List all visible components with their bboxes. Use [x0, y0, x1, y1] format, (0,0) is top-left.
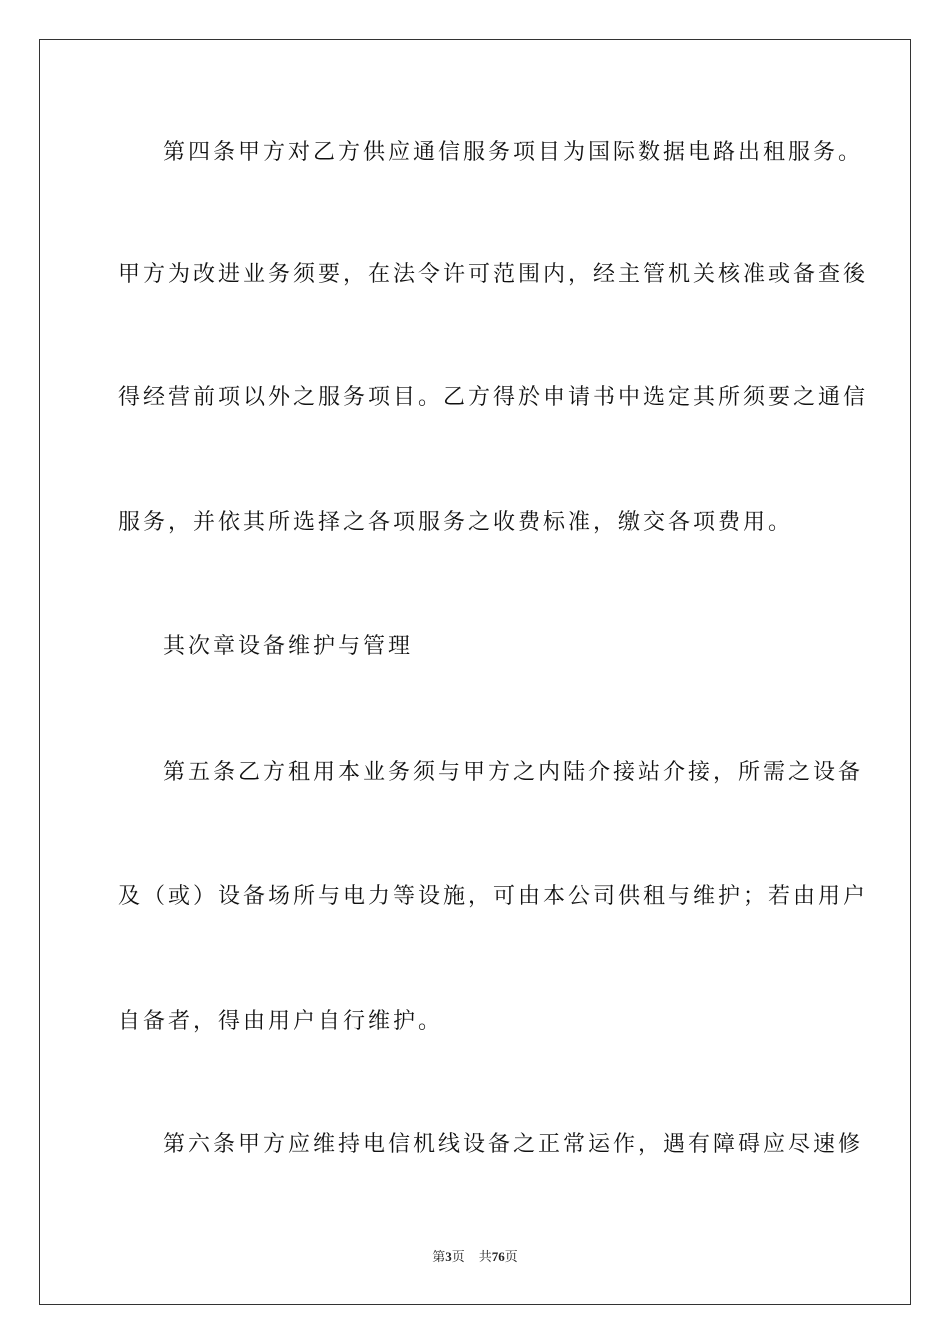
paragraph-line: 自备者，得由用户自行维护。: [118, 1009, 444, 1034]
total-prefix: 共: [478, 1250, 492, 1265]
paragraph-line: 甲方为改进业务须要，在法令许可范围内，经主管机关核准或备查後: [118, 262, 869, 287]
paragraph-line: 第四条甲方对乙方供应通信服务项目为国际数据电路出租服务。: [163, 140, 864, 165]
paragraph-line: 得经营前项以外之服务项目。乙方得於申请书中选定其所须要之通信: [118, 385, 869, 410]
page-footer: [0, 1249, 950, 1266]
page-number: 3: [445, 1249, 452, 1264]
paragraph-line: 服务，并依其所选择之各项服务之收费标准，缴交各项费用。: [118, 510, 794, 535]
total-suffix: 页: [504, 1250, 518, 1265]
paragraph-line: 及（或）设备场所与电力等设施，可由本公司供租与维护；若由用户: [118, 884, 869, 909]
total-pages: 76: [491, 1249, 505, 1264]
page-suffix: 页: [451, 1250, 465, 1265]
page-border: [39, 39, 911, 1305]
section-heading: 其次章设备维护与管理: [163, 634, 414, 659]
paragraph-line: 第五条乙方租用本业务须与甲方之内陆介接站介接，所需之设备: [163, 760, 864, 785]
page-prefix: 第: [432, 1250, 446, 1265]
paragraph-line: 第六条甲方应维持电信机线设备之正常运作，遇有障碍应尽速修: [163, 1132, 864, 1157]
